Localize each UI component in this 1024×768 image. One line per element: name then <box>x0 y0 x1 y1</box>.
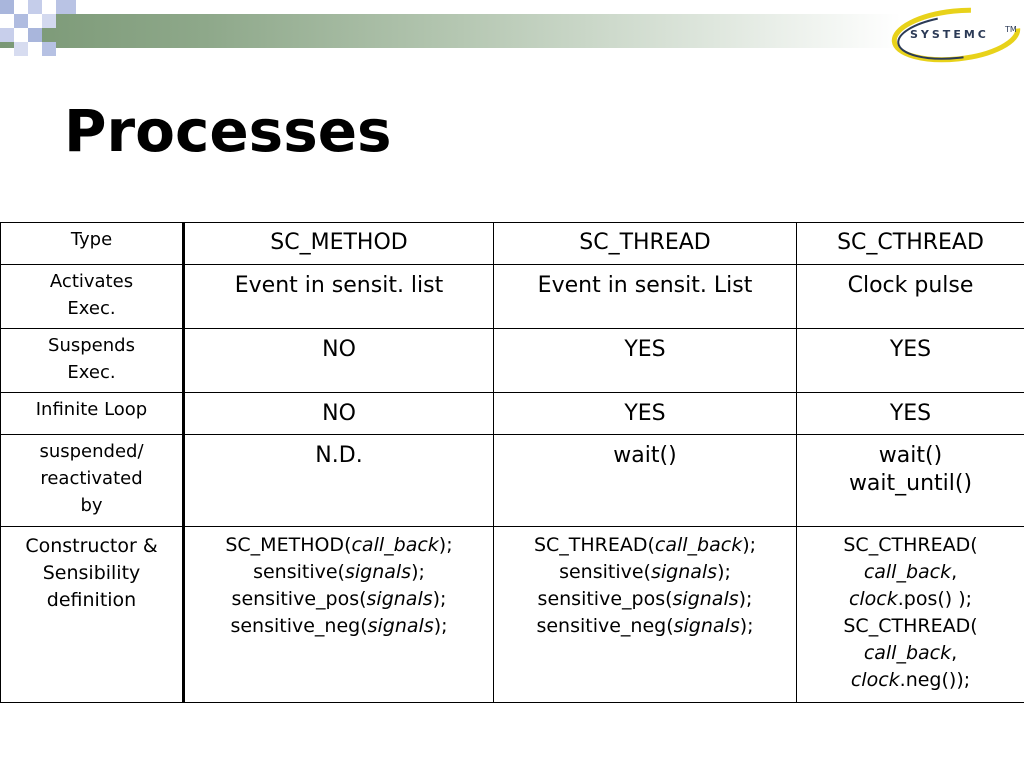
header-banner <box>0 14 1024 48</box>
systemc-logo <box>888 4 1022 66</box>
table-row <box>1 393 1024 435</box>
row-label-suspended-reactivated: suspended/ reactivated by <box>1 435 184 527</box>
table-row <box>1 265 1024 329</box>
table-cell: YES <box>494 329 797 393</box>
header-sc-method: SC_METHOD <box>184 223 494 265</box>
slide-title: Processes <box>64 97 392 165</box>
table-row <box>1 435 1024 527</box>
constructor-cell-cthread: SC_CTHREAD( call_back, clock.pos() ); SC_CTHREAD( call_back, clock.neg()); <box>797 527 1024 703</box>
decorative-squares <box>0 0 80 62</box>
table-cell: Clock pulse <box>797 265 1024 329</box>
table-cell: YES <box>494 393 797 435</box>
table-row-constructor <box>1 527 1024 703</box>
table-header-row <box>1 223 1024 265</box>
table-cell: N.D. <box>184 435 494 527</box>
row-label-constructor: Constructor & Sensibility definition <box>1 527 184 703</box>
logo-trademark: TM <box>1005 25 1017 34</box>
table-cell: wait() wait_until() <box>797 435 1024 527</box>
row-label-suspends: Suspends Exec. <box>1 329 184 393</box>
table-cell: wait() <box>494 435 797 527</box>
header-type: Type <box>1 223 184 265</box>
table-cell: NO <box>184 329 494 393</box>
header-sc-cthread: SC_CTHREAD <box>797 223 1024 265</box>
logo-text: SYSTEMC <box>910 28 989 41</box>
process-comparison-table <box>0 222 1024 703</box>
table-cell: YES <box>797 393 1024 435</box>
constructor-cell-method: SC_METHOD(call_back); sensitive(signals); sensitive_pos(signals); sensitive_neg(signals); <box>184 527 494 703</box>
table-cell: YES <box>797 329 1024 393</box>
row-label-activates: Activates Exec. <box>1 265 184 329</box>
table-cell: Event in sensit. List <box>494 265 797 329</box>
header-sc-thread: SC_THREAD <box>494 223 797 265</box>
constructor-cell-thread: SC_THREAD(call_back); sensitive(signals); sensitive_pos(signals); sensitive_neg(signals); <box>494 527 797 703</box>
table-cell: Event in sensit. list <box>184 265 494 329</box>
table-row <box>1 329 1024 393</box>
row-label-infinite-loop: Infinite Loop <box>1 393 184 435</box>
table-cell: NO <box>184 393 494 435</box>
